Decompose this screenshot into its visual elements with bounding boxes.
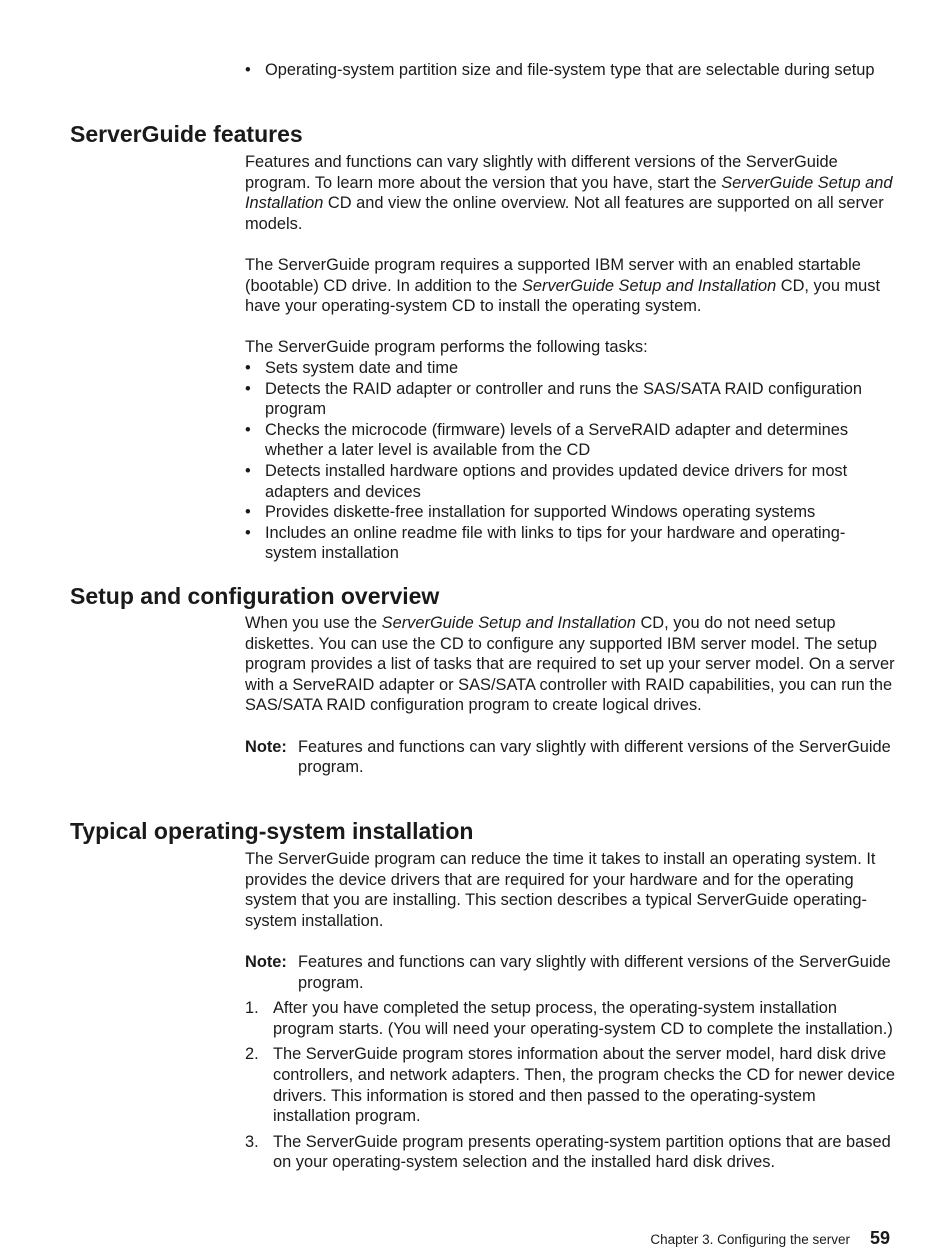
note-text: Features and functions can vary slightly with different versions of the ServerGuide program.: [298, 952, 891, 992]
list-item: • Sets system date and time: [245, 358, 895, 379]
note-label: Note:: [245, 737, 287, 756]
page-footer: [650, 1228, 890, 1250]
list-item: • Detects installed hardware options and provides updated device drivers for most adapters and devices: [245, 461, 895, 502]
note-label: Note:: [245, 952, 287, 971]
list-item: • Checks the microcode (firmware) levels of a ServeRAID adapter and determines whether a later level is available from the CD: [245, 420, 895, 461]
list-item: 3. The ServerGuide program presents operating-system partition options that are based on your operating-system selection and the installed hard disk drives.: [245, 1132, 891, 1172]
note-text: Features and functions can vary slightly with different versions of the ServerGuide program.: [298, 737, 891, 777]
page-number: 59: [869, 1228, 890, 1248]
paragraph: The ServerGuide program requires a supported IBM server with an enabled startable (bootable) CD drive. In addition to the ServerGuide Setup and Installation CD, you must have your operating-system CD to install the operating system.: [245, 255, 881, 316]
task-list: [245, 358, 895, 564]
list-item: • Provides diskette-free installation for supported Windows operating systems: [245, 502, 895, 523]
paragraph: The ServerGuide program performs the following tasks:: [245, 338, 648, 357]
paragraph: When you use the ServerGuide Setup and Installation CD, you do not need setup diskettes. You can use the CD to configure any supported IBM server model. The setup program provides a list of tasks that are required to set up your server model. On a server with a ServeRAID adapter or SAS/SATA controller with RAID capabilities, you can run the SAS/SATA RAID configuration program to create logical drives.: [245, 614, 895, 715]
list-item: • Includes an online readme file with links to tips for your hardware and operating-system installation: [245, 523, 895, 564]
section-heading-setup-overview: Setup and configuration overview: [70, 583, 440, 609]
paragraph: Features and functions can vary slightly with different versions of the ServerGuide program. To learn more about the version that you have, start the ServerGuide Setup and Installation CD and view the online overview. Not all features are supported on all server models.: [245, 153, 893, 233]
section-body-typical-installation: [245, 849, 895, 1178]
footer-chapter: Chapter 3. Configuring the server: [650, 1232, 850, 1247]
section-heading-serverguide-features: ServerGuide features: [70, 121, 303, 147]
paragraph: The ServerGuide program can reduce the time it takes to install an operating system. It provides the device drivers that are required for your hardware and for the operating system that you are installing. This section describes a typical ServerGuide operating-system installation.: [245, 850, 876, 930]
section-body-serverguide-features: [245, 152, 895, 564]
section-heading-typical-installation: Typical operating-system installation: [70, 818, 474, 844]
step-list: [245, 998, 895, 1173]
list-item: 2. The ServerGuide program stores information about the server model, hard disk drive controllers, and network adapters. Then, the program checks the CD for newer device drivers. This information is stored and then passed to the operating-system installation program.: [245, 1045, 895, 1126]
section-body-setup-overview: [245, 613, 895, 778]
intro-list: [245, 60, 895, 81]
note: [245, 737, 895, 778]
list-item: 1. After you have completed the setup process, the operating-system installation program starts. (You will need your operating-system CD to complete the installation.): [245, 999, 893, 1038]
note: [245, 952, 895, 993]
list-item: • Detects the RAID adapter or controller and runs the SAS/SATA RAID configuration program: [245, 379, 895, 420]
list-item: • Operating-system partition size and file-system type that are selectable during setup: [245, 60, 895, 81]
